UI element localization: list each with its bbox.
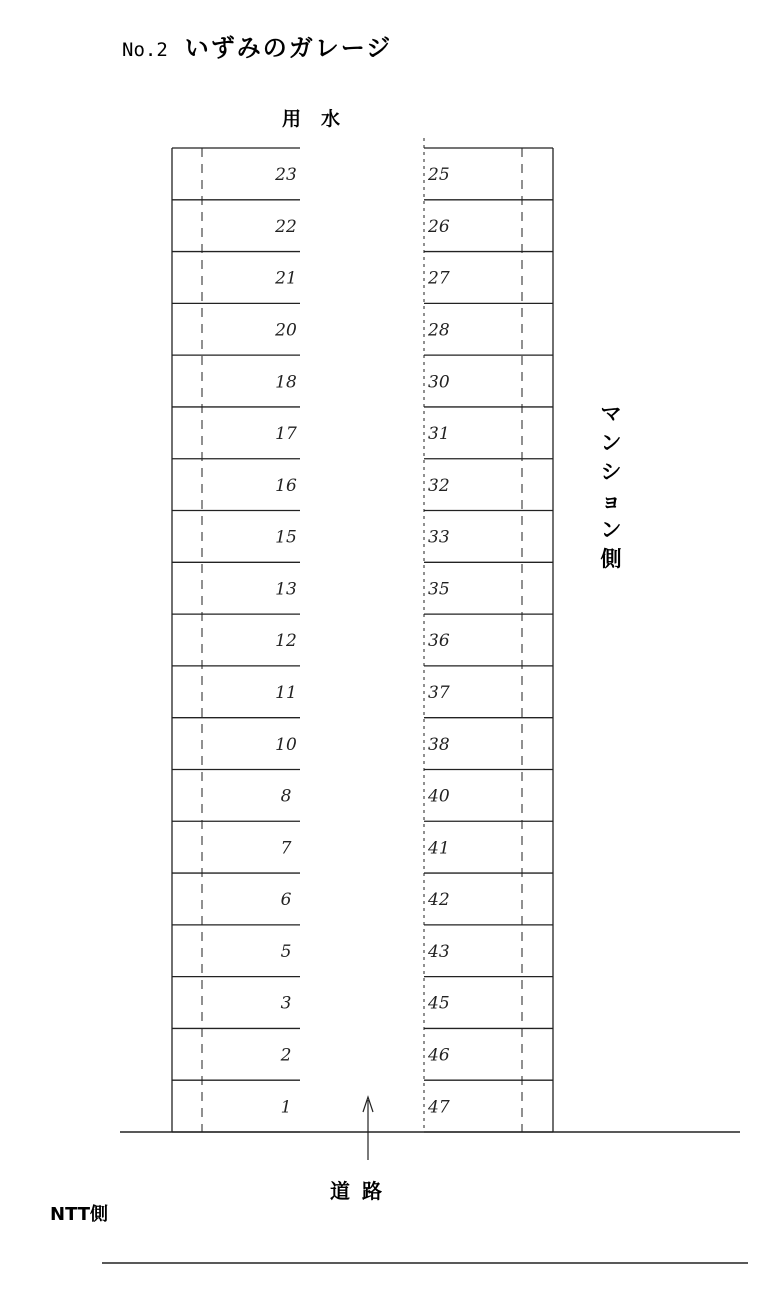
- right-stall-number: 25: [428, 165, 450, 186]
- left-stall-number: 23: [275, 165, 297, 186]
- right-stall-number: 27: [428, 268, 450, 289]
- left-stall-number: 21: [275, 268, 297, 289]
- left-stall-number: 3: [280, 993, 292, 1014]
- left-stall-number: 18: [275, 372, 297, 393]
- right-stall-number: 45: [428, 993, 450, 1014]
- waterway-label: 用水: [282, 108, 361, 130]
- right-stall-number: 32: [428, 475, 450, 496]
- left-stall-number: 7: [280, 838, 292, 859]
- right-stall-number: 42: [428, 890, 450, 911]
- parking-structure: [102, 138, 748, 1263]
- left-stall-number: 2: [280, 1045, 292, 1066]
- right-stall-number: 38: [428, 734, 450, 755]
- left-stall-number: 20: [275, 320, 297, 341]
- left-stall-number: 5: [280, 941, 292, 962]
- ntt-side-label: NTT側: [50, 1204, 109, 1225]
- stall-numbers: [274, 165, 450, 1117]
- left-stall-number: 22: [275, 216, 297, 237]
- right-stall-number: 36: [428, 631, 450, 652]
- left-stall-number: 11: [275, 683, 297, 704]
- mansion-side-label: マンション側: [600, 402, 622, 571]
- left-stall-number: 12: [275, 631, 297, 652]
- left-stall-number: 15: [275, 527, 297, 548]
- right-stall-number: 46: [428, 1045, 450, 1066]
- garage-name: いずみのガレージ: [184, 34, 393, 62]
- left-stall-number: 1: [280, 1097, 292, 1118]
- left-stall-number: 6: [280, 890, 292, 911]
- left-stall-number: 10: [275, 734, 297, 755]
- left-stall-number: 13: [275, 579, 297, 600]
- right-stall-number: 40: [428, 786, 450, 807]
- right-stall-number: 35: [428, 579, 450, 600]
- left-stall-number: 17: [275, 424, 297, 445]
- right-stall-number: 37: [428, 683, 450, 704]
- right-stall-number: 26: [428, 216, 450, 237]
- road-label: 道路: [330, 1179, 394, 1203]
- garage-number: No.2: [122, 39, 168, 61]
- right-stall-number: 41: [428, 838, 450, 859]
- right-stall-number: 47: [428, 1097, 450, 1118]
- right-stall-number: 33: [428, 527, 450, 548]
- right-stall-number: 43: [428, 941, 450, 962]
- right-stall-number: 31: [428, 424, 450, 445]
- right-stall-number: 30: [428, 372, 450, 393]
- right-stall-number: 28: [428, 320, 450, 341]
- left-stall-number: 8: [280, 786, 292, 807]
- left-stall-number: 16: [275, 475, 297, 496]
